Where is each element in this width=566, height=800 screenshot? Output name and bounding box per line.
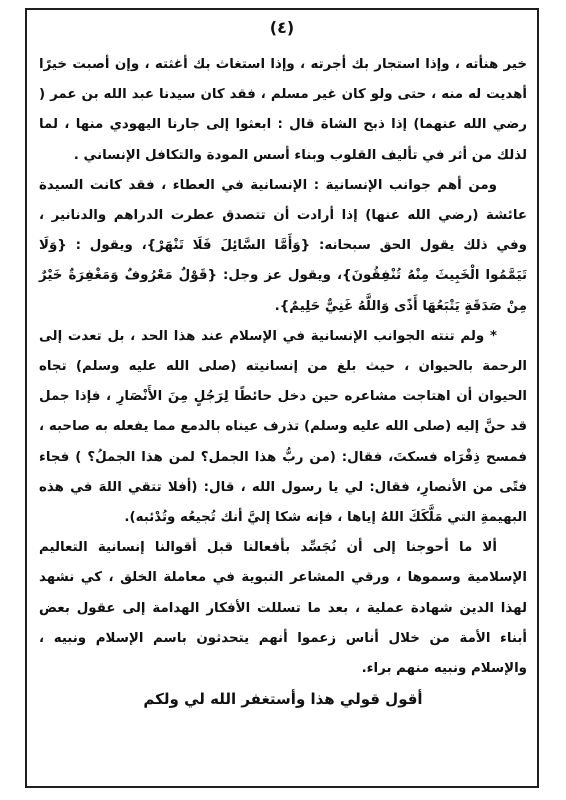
paragraph-conclusion: ألا ما أحوجنا إلى أن نُجَسِّد بأفعالنا قبل أقوالنا إنسانية التعاليم الإسلامية وسموها ، ورقي المشاعر النبوية في معاملة الخلق ، كي نشهد لهذا الدين شهادة عملية ، بعد ما تسللت الأفكار الهدامة إلى عقول بعض أبناء الأمة من خلال أناس زعموا أنهم يتحدثون باسم الإسلام ونبيه ، والإسلام ونبيه منهم براء.: [39, 540, 527, 677]
paragraph-giving: ومن أهم جوانب الإنسانية : الإنسانية في العطاء ، فقد كانت السيدة عائشة (رضي الله عنها) إذا أرادت أن تتصدق عطرت الدراهم والدنانير ، وفي ذلك يقول الحق سبحانه: {وَأَمَّا السَّائِلَ فَلَا تَنْهَرْ}، ويقول : {وَلَا تَيَمَّمُوا الْخَبِيثَ مِنْهُ تُنْفِقُونَ}، ويقول عز وجل: {قَوْلٌ مَعْرُوفٌ وَمَغْفِرَةٌ خَيْرٌ مِنْ صَدَقَةٍ يَتْبَعُهَا أَذًى وَاللَّهُ غَنِيٌّ حَلِيمٌ}.: [39, 177, 527, 314]
article-body: [39, 50, 527, 714]
section-body: ، بل تعدت إلى الرحمة بالحيوان ، حيث بلغ من إنسانيته (صلى الله عليه وسلم) تجاه الحيوان أن اهتاجت مشاعره حين دخل حائطًا لِرَجُلٍ مِنَ الأَنْصَارِ ، فإذا جمل قد حنَّ إليه (صلى الله عليه وسلم) تذرف عيناه بالدمع مما يفعله به صاحبه ، فمسح ذِفْرَاه فسكتَ، فقال: (من ربُّ هذا الجمل؟ لمن هذا الجملُ؟ ) فجاء فتًى من الأنصارِ، فقال: لي يا رسول الله ، قال: (أفلا تتقي اللهَ في هذه البهيمةِ التي مَلَّكَكَ اللهُ إياها ، فإنه شكا إليَّ أنك تُجيعُه وتُدْئبه).: [39, 328, 527, 526]
page-number: (٤): [269, 18, 295, 37]
closing-line: أقول قولي هذا وأستغفر الله لي ولكم: [143, 690, 423, 709]
paragraph-neighbor: خير هنأته ، وإذا استجار بك أجرته ، وإذا استغاث بك أغثته ، وإن أصبت خيرًا أهديت له منه ، حتى ولو كان غير مسلم ، فقد كان سيدنا عبد الله بن عمر ( رضي الله عنهما) إذا ذبح الشاة قال : ابعثوا إلى جارنا اليهودي منها ، لما لذلك من أثر في تأليف القلوب وبناء أسس المودة والتكافل الإنساني .: [39, 57, 527, 163]
page-frame: [25, 8, 539, 788]
section-heading: * ولم تنته الجوانب الإنسانية في الإسلام عند هذا الحد: [141, 328, 497, 344]
paragraph-animals: [39, 322, 527, 533]
